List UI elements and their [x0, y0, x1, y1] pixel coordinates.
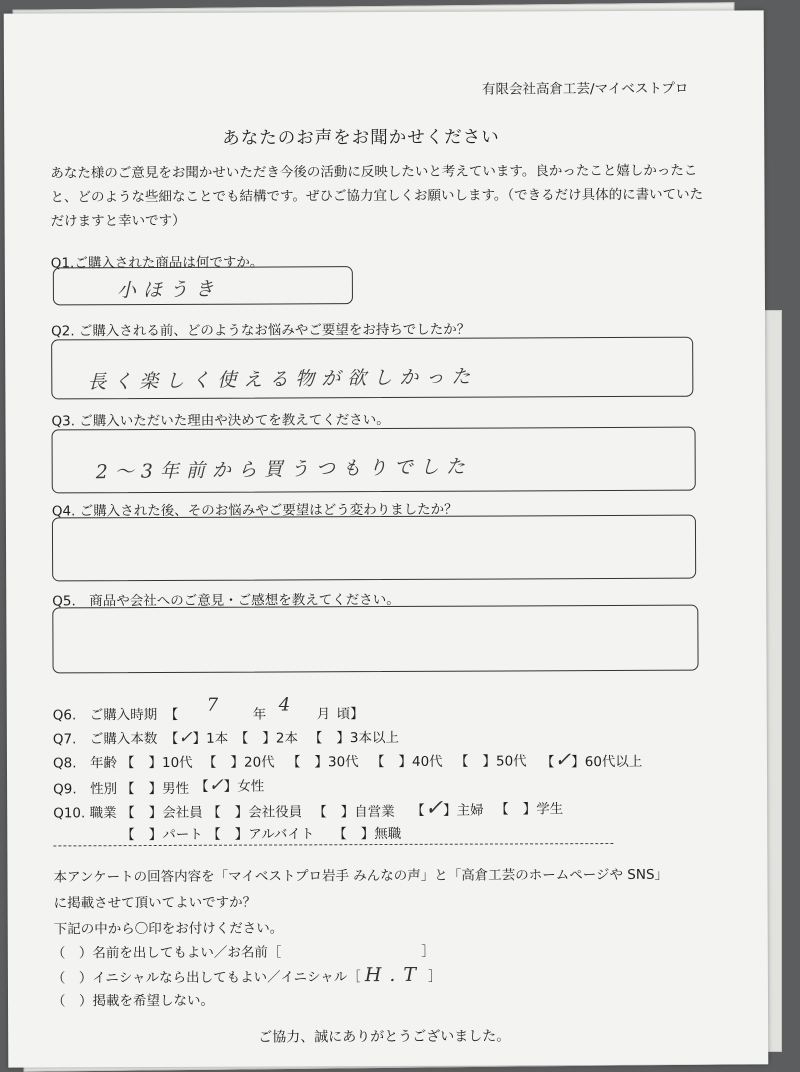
- q4-answer-box[interactable]: [52, 515, 696, 582]
- check-mark-icon: ✓: [178, 727, 193, 748]
- consent-close: ］: [421, 943, 435, 960]
- check-mark-icon: ✓: [208, 774, 224, 796]
- bracket-close: 】: [336, 730, 350, 747]
- q7-option-1[interactable]: [165, 727, 228, 748]
- bracket-close: 】: [148, 804, 163, 822]
- bracket-close: 】: [230, 754, 245, 771]
- q6-close: 頃】: [336, 706, 364, 723]
- q7-option-3[interactable]: [309, 726, 399, 746]
- bracket-open: 【: [164, 730, 179, 747]
- q8-option-label: 20代: [243, 754, 275, 771]
- q3-label: Q3. ご購入いただいた理由や決めてを教えてください。: [51, 411, 390, 430]
- q7-option-2[interactable]: [235, 726, 298, 746]
- bracket-close: 】: [234, 826, 249, 843]
- bracket-close: 】: [223, 778, 238, 795]
- bracket-open: 【: [234, 730, 249, 747]
- consent-line-2: に掲載させて頂いてよいですか？: [53, 894, 257, 912]
- q10-option-1[interactable]: [121, 801, 203, 821]
- q10-option-3[interactable]: [313, 800, 395, 820]
- bracket-close: 】: [443, 802, 457, 819]
- consent-line-1: 本アンケートの回答内容を「マイベストプロ岩手 みんなの声」と「高倉工芸のホームページや SNS」: [53, 866, 669, 886]
- q5-label: Q5. 商品や会社へのご意見・ご感想を教えてください。: [52, 591, 400, 610]
- consent-option-label: イニシャルなら出してもよい／イニシャル［: [92, 969, 361, 987]
- bracket-open: 【: [370, 754, 385, 771]
- q10-option-2[interactable]: [207, 800, 302, 820]
- bracket-close: 】: [192, 730, 207, 747]
- q9-option-label: 女性: [237, 778, 265, 795]
- check-mark-icon: ✓: [424, 795, 444, 821]
- bracket-open: 【: [540, 754, 555, 771]
- bracket-open: 【: [411, 802, 425, 819]
- consent-option-1[interactable]: [52, 940, 435, 962]
- dashed-divider: [53, 843, 613, 846]
- bracket-close: 】: [314, 754, 329, 771]
- consent-close: ］: [428, 968, 442, 985]
- q8-option-4[interactable]: [371, 750, 443, 770]
- q10-option-label: 無職: [374, 825, 402, 843]
- q8-option-label: 10代: [161, 754, 193, 771]
- check-mark-icon: ✓: [554, 747, 572, 772]
- q10-option-label: 学生: [536, 801, 564, 818]
- q10-option-label: アルバイト: [248, 826, 315, 843]
- consent-paren: （ ）: [51, 945, 93, 962]
- bracket-open: 【: [121, 781, 135, 798]
- q8-option-3[interactable]: [287, 750, 359, 770]
- consent-option-3[interactable]: [52, 989, 214, 1010]
- q2-answer: 長く楽しく使える物が欲しかった: [87, 365, 478, 394]
- q10-option-5[interactable]: [495, 797, 563, 817]
- q1-label: Q1.ご購入された商品は何ですか。: [50, 254, 264, 272]
- q10-option-label: 主婦: [456, 802, 484, 819]
- q10-option-8[interactable]: [333, 822, 401, 842]
- bracket-close: 】: [148, 780, 163, 798]
- intro-text: あなた様のご意見をお聞かせいただき今後の活動に反映したいと考えています。良かったこと嬉しかったこと、どのような些細なことでも結構です。ぜひご協力宜しくお願いします。（できるだけ具体的に書いていただけますと幸いです）: [50, 162, 704, 230]
- q6-month-unit: 月: [316, 706, 331, 723]
- bracket-open: 【: [121, 827, 135, 844]
- page-title: あなたのお声をお聞かせください: [222, 127, 500, 149]
- bracket-close: 】: [522, 801, 537, 818]
- q8-option-label: 60代以上: [584, 753, 643, 771]
- bracket-close: 】: [148, 826, 163, 844]
- company-name: 有限会社高倉工芸/マイベストプロ: [482, 80, 689, 98]
- consent-paren: （ ）: [51, 993, 93, 1010]
- bracket-close: 】: [360, 826, 375, 843]
- q7-option-label: 1本: [206, 730, 229, 747]
- bracket-open: 【: [202, 754, 217, 771]
- bracket-close: 】: [262, 730, 276, 747]
- initials-value: H.T: [364, 963, 425, 987]
- q10-option-4[interactable]: [411, 796, 484, 821]
- bracket-close: 】: [234, 804, 249, 821]
- bracket-open: 【: [120, 755, 135, 772]
- q10-option-label: 自営業: [354, 803, 395, 821]
- q10-option-label: 会社役員: [248, 804, 303, 821]
- bracket-open: 【: [286, 754, 301, 771]
- q7-label: Q7. ご購入本数: [52, 730, 158, 748]
- bracket-close: 】: [148, 754, 163, 772]
- q8-option-5[interactable]: [455, 749, 527, 769]
- bracket-open: 【: [454, 753, 469, 770]
- bracket-open: 【: [195, 778, 209, 795]
- q8-option-1[interactable]: [121, 751, 193, 771]
- consent-option-label: 名前を出してもよい／お名前［: [92, 944, 282, 962]
- bracket-close: 】: [571, 754, 585, 771]
- bracket-open: 【: [207, 804, 221, 821]
- q8-option-6[interactable]: [541, 747, 643, 771]
- consent-option-label: 掲載を希望しない。: [92, 992, 215, 1010]
- q8-option-2[interactable]: [203, 750, 275, 770]
- bracket-open: 【: [313, 804, 327, 821]
- q9-option-label: 男性: [162, 780, 190, 797]
- q9-label: Q9. 性別: [53, 781, 118, 798]
- q10-option-6[interactable]: [121, 823, 203, 843]
- q7-option-label: 2本: [275, 730, 298, 747]
- bracket-open: 【: [121, 805, 135, 822]
- q8-option-label: 30代: [327, 754, 359, 771]
- q6-open-bracket: 【: [164, 706, 179, 723]
- bracket-open: 【: [333, 826, 347, 843]
- q6-month-value: 4: [278, 694, 291, 716]
- closing-message: ご協力、誠にありがとうございました。: [258, 1028, 511, 1046]
- bracket-open: 【: [207, 826, 221, 843]
- bracket-open: 【: [308, 730, 323, 747]
- q6-year-unit: 年: [252, 706, 267, 723]
- q9-option-2[interactable]: [195, 775, 264, 796]
- q10-option-label: パート: [162, 826, 203, 843]
- consent-paren: （ ）: [51, 970, 93, 987]
- q6-label: Q6. ご購入時期: [52, 706, 158, 724]
- survey-sheet: [4, 10, 769, 1067]
- q6-year-value: 7: [206, 694, 219, 716]
- q8-label: Q8. 年齢: [52, 755, 118, 772]
- q10-label: Q10. 職業: [53, 805, 117, 822]
- q5-answer-box[interactable]: [52, 605, 698, 674]
- bracket-close: 】: [340, 804, 355, 821]
- q8-option-label: 50代: [495, 753, 527, 770]
- q3-answer: 2〜3年前から買うつもりでした: [95, 455, 473, 484]
- bracket-open: 【: [495, 801, 509, 818]
- q9-option-1[interactable]: [121, 777, 189, 797]
- q8-option-label: 40代: [411, 753, 443, 770]
- consent-option-2[interactable]: [52, 964, 442, 988]
- bracket-close: 】: [482, 753, 497, 770]
- q7-option-label: 3本以上: [349, 729, 399, 747]
- q4-label: Q4. ご購入された後、そのお悩みやご要望はどう変わりましたか？: [51, 501, 458, 520]
- q1-answer: 小ほうき: [116, 278, 222, 302]
- q2-label: Q2. ご購入される前、どのようなお悩みやご要望をお持ちでしたか？: [51, 321, 471, 340]
- q10-option-7[interactable]: [207, 822, 314, 842]
- bracket-close: 】: [398, 753, 413, 770]
- q10-option-label: 会社員: [162, 804, 203, 821]
- consent-line-3: 下記の中から〇印をお付けください。: [53, 920, 284, 938]
